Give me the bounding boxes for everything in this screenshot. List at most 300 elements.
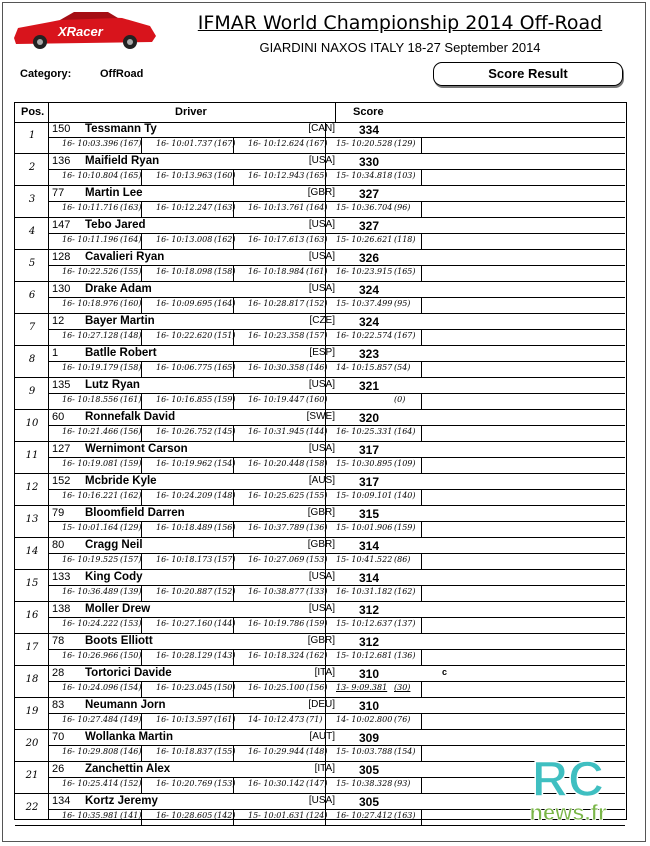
table-row [15,442,625,474]
round-time: 16- 10:19.081 [62,459,119,468]
round-time: 16- 10:35.981 [62,811,119,820]
round-points: (146) [120,747,142,756]
round-time: 16- 10:27.484 [62,715,119,724]
round-time: 16- 10:27.128 [62,331,119,340]
position: 2 [28,162,36,173]
category-label: Category: [20,68,72,80]
round-points: (163) [214,203,236,212]
round-points: (162) [394,587,416,596]
round-points: (149) [120,715,142,724]
round-time: 16- 10:29.808 [62,747,119,756]
round-points: (160) [120,299,142,308]
nationality: [USA] [308,379,335,390]
round-time: 15- 10:09.101 [336,491,393,500]
col-score: Score [353,106,384,118]
table-row [15,410,625,442]
car-number: 78 [52,635,65,647]
driver-name: Boots Elliott [85,635,153,647]
table-row [15,314,625,346]
round-points: (136) [306,523,328,532]
round-points: (167) [214,139,236,148]
round-time: 15- 10:26.621 [336,235,393,244]
nationality: [USA] [308,251,335,262]
table-row [15,346,625,378]
nationality: [USA] [308,603,335,614]
total-score: 324 [359,283,380,297]
round-results [49,617,625,634]
round-results [49,297,625,314]
total-score: 314 [359,539,380,553]
round-time: 16- 10:13.963 [156,171,213,180]
nationality: [GBR] [307,507,335,518]
round-results [49,329,625,346]
round-points: (86) [394,555,411,564]
round-points: (136) [394,651,416,660]
round-time: 16- 10:12.943 [248,171,305,180]
round-points: (162) [306,651,328,660]
round-points: (167) [306,139,328,148]
watermark-news: news.fr [529,800,607,825]
round-time: 16- 10:25.331 [336,427,393,436]
round-results [49,425,625,442]
driver-name: Tortorici Davide [85,667,172,679]
table-row [15,186,625,218]
round-time: 16- 10:22.620 [156,331,213,340]
total-score: 334 [359,123,380,137]
round-points: (157) [306,331,328,340]
logo-text: XRacer [58,24,103,39]
driver-name: Wernimont Carson [85,443,188,455]
round-time: 16- 10:20.448 [248,459,305,468]
round-time: 16- 10:24.222 [62,619,119,628]
col-pos: Pos. [21,106,45,118]
round-time: 16- 10:16.221 [62,491,119,500]
round-time: 16- 10:09.695 [156,299,213,308]
car-number: 147 [52,219,71,231]
position: 22 [25,802,39,813]
round-results [49,233,625,250]
round-time: 16- 10:11.716 [62,203,119,212]
round-points: (0) [394,395,406,404]
round-points: (161) [306,267,328,276]
round-results [49,649,625,666]
table-row [15,506,625,538]
score-result-box: Score Result [433,62,623,86]
round-points: (144) [214,619,236,628]
driver-name: Ronnefalk David [85,411,176,423]
round-time: 16- 10:18.489 [156,523,213,532]
driver-name: Kortz Jeremy [85,795,158,807]
table-row [15,538,625,570]
round-points: (163) [120,203,142,212]
total-score: 327 [359,187,380,201]
round-points: (159) [306,619,328,628]
total-score: 327 [359,219,380,233]
round-time: 16- 10:24.096 [62,683,119,692]
round-time: 16- 10:12.247 [156,203,213,212]
round-results [49,521,625,538]
car-number: 26 [52,763,65,775]
car-number: 138 [52,603,71,615]
position: 5 [28,258,36,269]
round-time: 16- 10:22.526 [62,267,119,276]
round-time: 16- 10:19.447 [248,395,305,404]
position: 18 [25,674,39,685]
round-points: (153) [306,555,328,564]
watermark-rc: RC [531,752,605,807]
round-time: 16- 10:17.613 [248,235,305,244]
nationality: [CZE] [309,315,335,326]
total-score: 323 [359,347,380,361]
nationality: [GBR] [307,635,335,646]
round-time: 15- 10:01.906 [336,523,393,532]
round-time: 16- 10:24.209 [156,491,213,500]
round-points: (161) [120,395,142,404]
round-time: 16- 10:03.396 [62,139,119,148]
driver-name: Bloomfield Darren [85,507,185,519]
round-time: 16- 10:20.769 [156,779,213,788]
round-time: 14- 10:15.857 [336,363,393,372]
results-table [14,102,627,820]
round-time: 16- 10:26.752 [156,427,213,436]
round-time: 16- 10:25.414 [62,779,119,788]
round-points: (158) [120,363,142,372]
round-points: (54) [394,363,411,372]
position: 20 [25,738,39,749]
table-row [15,474,625,506]
position: 9 [28,386,36,397]
driver-name: Batlle Robert [85,347,157,359]
round-results [49,681,625,698]
driver-name: Maifield Ryan [85,155,160,167]
round-time: 16- 10:13.761 [248,203,305,212]
round-time: 16- 10:37.789 [248,523,305,532]
round-time: 15- 10:30.895 [336,459,393,468]
round-points: (96) [394,203,411,212]
table-row [15,570,625,602]
round-points: (76) [394,715,411,724]
round-points: (152) [306,299,328,308]
round-time: 16- 10:30.358 [248,363,305,372]
round-time: 16- 10:28.129 [156,651,213,660]
round-points: (167) [120,139,142,148]
round-time: 16- 10:18.984 [248,267,305,276]
round-points: (137) [394,619,416,628]
total-score: 320 [359,411,380,425]
round-time: 15- 10:01.631 [248,811,305,820]
nationality: [GBR] [307,539,335,550]
round-points: (152) [120,779,142,788]
round-points: (147) [306,779,328,788]
round-results [49,393,625,410]
driver-name: Zanchettin Alex [85,763,171,775]
round-points: (163) [306,235,328,244]
total-score: 324 [359,315,380,329]
round-time: 16- 10:19.962 [156,459,213,468]
driver-name: Moller Drew [85,603,151,615]
round-time: 16- 10:27.069 [248,555,305,564]
car-number: 80 [52,539,65,551]
round-points: (164) [306,203,328,212]
round-points: (103) [394,171,416,180]
round-points: (143) [214,651,236,660]
position: 6 [28,290,36,301]
round-points: (118) [394,235,416,244]
row-mark: c [442,667,448,677]
round-time: 16- 10:20.887 [156,587,213,596]
total-score: 305 [359,763,380,777]
position: 8 [28,354,36,365]
round-points: (165) [394,267,416,276]
event-subtitle: GIARDINI NAXOS ITALY 18-27 September 2014 [259,40,541,55]
driver-name: Cavalieri Ryan [85,251,165,263]
nationality: [USA] [308,443,335,454]
total-score: 317 [359,443,380,457]
total-score: 310 [359,699,380,713]
car-number: 79 [52,507,65,519]
round-time: 16- 10:19.179 [62,363,119,372]
round-points: (165) [306,171,328,180]
car-number: 77 [52,187,65,199]
round-points: (153) [120,619,142,628]
round-points: (158) [306,459,328,468]
round-time: 16- 10:36.489 [62,587,119,596]
total-score: 317 [359,475,380,489]
round-points: (124) [306,811,328,820]
round-points: (161) [214,715,236,724]
round-points: (95) [394,299,411,308]
round-points: (144) [306,427,328,436]
round-points: (140) [394,491,416,500]
table-row [15,602,625,634]
table-row [15,634,625,666]
round-time: 16- 10:23.358 [248,331,305,340]
round-time: 16- 10:31.182 [336,587,393,596]
position: 17 [25,642,39,653]
round-points: (146) [306,363,328,372]
total-score: 326 [359,251,380,265]
round-results [49,457,625,474]
round-time: 15- 10:12.637 [336,619,393,628]
round-points: (145) [214,427,236,436]
round-time: 16- 10:18.324 [248,651,305,660]
nationality: [ITA] [314,763,335,774]
round-points: (133) [306,587,328,596]
total-score: 309 [359,731,380,745]
round-time: 15- 10:20.528 [336,139,393,148]
total-score: 314 [359,571,380,585]
position: 4 [28,226,36,237]
round-points: (129) [120,523,142,532]
nationality: [ITA] [314,667,335,678]
nationality: [GBR] [307,187,335,198]
nationality: [USA] [308,283,335,294]
table-row [15,218,625,250]
table-row [15,666,625,698]
car-number: 130 [52,283,71,295]
round-time: 16- 10:25.625 [248,491,305,500]
round-results [49,553,625,570]
nationality: [USA] [308,155,335,166]
round-points: (141) [120,811,142,820]
round-points: (151) [214,331,236,340]
round-time: 16- 10:19.525 [62,555,119,564]
round-points: (162) [120,491,142,500]
car-number: 12 [52,315,65,327]
round-time: 16- 10:18.556 [62,395,119,404]
round-time: 16- 10:28.605 [156,811,213,820]
round-points: (152) [214,587,236,596]
round-points: (148) [120,331,142,340]
table-row [15,378,625,410]
nationality: [CAN] [308,123,335,134]
round-time: 16- 10:16.855 [156,395,213,404]
round-time: 16- 10:38.877 [248,587,305,596]
car-number: 135 [52,379,71,391]
round-time: 16- 10:30.142 [248,779,305,788]
position: 3 [28,194,36,205]
round-points: (167) [394,331,416,340]
round-time: 16- 10:28.817 [248,299,305,308]
round-results [49,585,625,602]
car-number: 152 [52,475,71,487]
round-time: 16- 10:23.045 [156,683,213,692]
table-row [15,250,625,282]
round-points: (164) [214,299,236,308]
car-number: 28 [52,667,65,679]
round-points: (165) [214,363,236,372]
page-title: IFMAR World Championship 2014 Off-Road [197,12,603,34]
position: 11 [25,450,39,461]
round-time: 15- 10:41.522 [336,555,393,564]
round-points: (158) [214,267,236,276]
round-points: (160) [306,395,328,404]
total-score: 305 [359,795,380,809]
driver-name: Cragg Neil [85,539,143,551]
round-points: (159) [120,459,142,468]
round-points: (93) [394,779,411,788]
driver-name: Wollanka Martin [85,731,173,743]
round-points: (71) [306,715,323,724]
round-points: (156) [306,683,328,692]
round-results [49,201,625,218]
car-number: 83 [52,699,65,711]
round-points: (154) [214,459,236,468]
driver-name: Mcbride Kyle [85,475,157,487]
round-points: (162) [214,235,236,244]
round-points: (164) [394,427,416,436]
position: 16 [25,610,39,621]
round-time: 16- 10:18.976 [62,299,119,308]
round-time: 16- 10:13.597 [156,715,213,724]
round-results [49,265,625,282]
round-time: 16- 10:19.786 [248,619,305,628]
rcnews-watermark [512,752,624,826]
driver-name: Tessmann Ty [85,123,157,135]
total-score: 321 [359,379,380,393]
round-points: (150) [120,651,142,660]
round-points: (159) [394,523,416,532]
round-points: (30) [394,683,411,692]
position: 15 [25,578,39,589]
position: 21 [25,770,39,781]
round-time: 15- 10:34.818 [336,171,393,180]
xracer-logo [10,8,160,50]
round-results [49,137,625,154]
round-time: 14- 10:12.473 [248,715,305,724]
round-results [49,169,625,186]
car-number: 70 [52,731,65,743]
nationality: [USA] [308,219,335,230]
driver-name: Martin Lee [85,187,143,199]
round-points: (150) [214,683,236,692]
round-points: (109) [394,459,416,468]
total-score: 330 [359,155,380,169]
round-results [49,489,625,506]
round-points: (157) [214,555,236,564]
table-row [15,282,625,314]
driver-name: Drake Adam [85,283,152,295]
nationality: [SWE] [306,411,335,422]
position: 12 [25,482,39,493]
round-time: 15- 10:01.164 [62,523,119,532]
total-score: 315 [359,507,380,521]
car-number: 127 [52,443,71,455]
driver-name: Neumann Jorn [85,699,166,711]
round-time: 16- 10:31.945 [248,427,305,436]
car-number: 150 [52,123,71,135]
round-points: (156) [120,427,142,436]
round-time: 15- 10:36.704 [336,203,393,212]
driver-name: King Cody [85,571,143,583]
table-row [15,698,625,730]
nationality: [USA] [308,571,335,582]
round-time: 16- 10:18.173 [156,555,213,564]
round-points: (163) [394,811,416,820]
round-time: 15- 10:38.328 [336,779,393,788]
position: 19 [25,706,39,717]
driver-name: Tebo Jared [85,219,146,231]
round-points: (148) [214,491,236,500]
round-time: 16- 10:22.574 [336,331,393,340]
nationality: [AUS] [308,475,335,486]
position: 14 [25,546,39,557]
position: 1 [28,130,36,141]
round-points: (156) [214,523,236,532]
round-results [49,361,625,378]
round-time: 16- 10:06.775 [156,363,213,372]
round-time: 16- 10:13.008 [156,235,213,244]
table-row [15,122,625,154]
round-points: (148) [306,747,328,756]
round-time: 16- 10:18.837 [156,747,213,756]
nationality: [USA] [308,795,335,806]
nationality: [DEU] [308,699,335,710]
round-time: 16- 10:29.944 [248,747,305,756]
table-header [15,103,625,123]
round-points: (164) [120,235,142,244]
round-time: 16- 10:18.098 [156,267,213,276]
col-driver: Driver [175,106,207,118]
round-points: (157) [120,555,142,564]
round-time: 16- 10:27.412 [336,811,393,820]
position: 7 [28,322,36,333]
nationality: [AUT] [309,731,335,742]
round-results [49,713,625,730]
round-points: (142) [214,811,236,820]
round-time: 16- 10:26.966 [62,651,119,660]
round-time: 16- 10:25.100 [248,683,305,692]
